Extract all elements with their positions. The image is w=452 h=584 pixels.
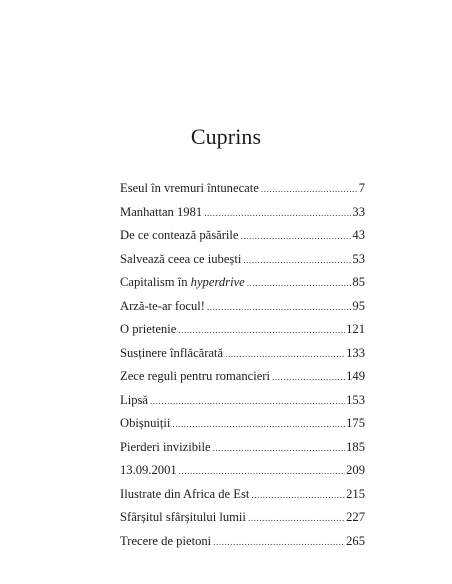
dot-leader [225,345,345,363]
toc-entry-label: Ilustrate din Africa de Est [120,486,250,501]
toc-page-number: 133 [346,345,365,360]
toc-page-number: 185 [346,439,365,454]
dot-leader [150,392,345,410]
toc-entry-prietenie [120,320,365,344]
toc-page-number: 121 [346,322,365,336]
dot-leader [178,321,345,339]
dot-leader [207,298,351,316]
dot-leader [251,486,345,504]
toc-entry-label: Sfârșitul sfârșitului lumii [120,510,246,524]
toc-page-number: 85 [352,275,365,289]
dot-leader [247,274,352,292]
toc-entry-label-italic: hyperdrive [190,275,245,289]
toc-entry-label: Lipsă [120,392,148,407]
toc-page-number: 43 [352,228,365,242]
dot-leader [179,462,345,480]
toc-entry-obisnuitii [120,414,365,438]
dot-leader [272,368,345,386]
toc-entry-sustinere [120,344,365,368]
toc-entry-label: Salvează ceea ce iubești [120,251,242,266]
dot-leader [213,439,346,457]
toc-page-number: 215 [346,486,365,501]
toc-page-number: 53 [352,251,365,266]
table-of-contents [120,179,365,555]
toc-entry-capitalism [120,273,365,297]
toc-entry-pierderi [120,438,365,462]
toc-entry-trecere [120,532,365,556]
toc-entry-label: Eseul în vremuri întunecate [120,181,259,195]
toc-page-number: 265 [346,533,365,548]
toc-page-number: 227 [346,510,365,524]
page-title: Cuprins [190,124,262,149]
toc-entry-zece-reguli [120,367,365,391]
toc-entry-lipsa [120,391,365,415]
dot-leader [213,533,345,551]
toc-page-number: 175 [346,416,365,430]
toc-entry-label: Pierderi invizibile [120,439,211,454]
toc-entry-label: Manhattan 1981 [120,204,203,219]
toc-entry-label: Obișnuiții [120,416,171,430]
toc-entry-label-prefix: Capitalism în [120,275,191,289]
dot-leader [241,227,352,245]
toc-entry-label: Trecere de pietoni [120,533,212,548]
toc-page-number: 95 [352,298,365,313]
toc-entry-date [120,461,365,485]
toc-page-number: 153 [346,392,365,407]
toc-entry-salveaza [120,250,365,274]
toc-entry-label: O prietenie [120,322,177,336]
toc-entry-ilustrate [120,485,365,509]
toc-page-number: 7 [358,181,365,195]
dot-leader [243,251,351,269]
dot-leader [248,509,345,527]
toc-entry-eseul [120,179,365,203]
toc-entry-manhattan [120,203,365,227]
toc-page-number: 33 [352,204,365,219]
toc-entry-label: 13.09.2001 [120,463,177,477]
toc-entry-arza [120,297,365,321]
toc-entry-label [120,273,245,291]
toc-entry-sfarsitul [120,508,365,532]
dot-leader [261,180,358,198]
toc-page-number: 209 [346,463,365,477]
toc-page-number: 149 [346,369,365,383]
toc-entry-label: Susținere înflăcărată [120,345,224,360]
dot-leader [204,204,351,222]
toc-entry-label: Zece reguli pentru romancieri [120,369,270,383]
toc-entry-pasarile [120,226,365,250]
dot-leader [172,415,345,433]
toc-entry-label: Arză-te-ar focul! [120,298,205,313]
toc-entry-label: De ce contează păsările [120,228,239,242]
